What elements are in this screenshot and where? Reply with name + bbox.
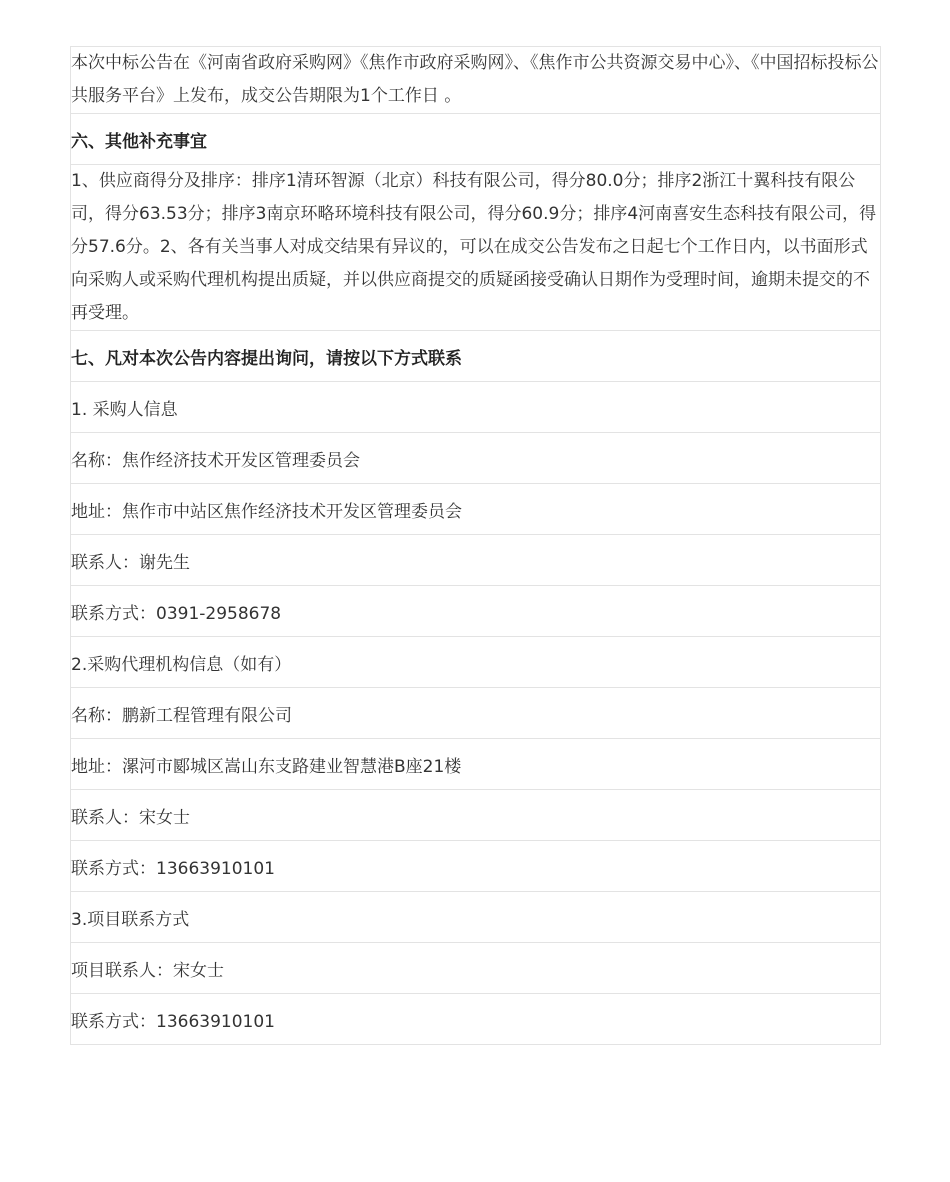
table-row [71, 637, 881, 688]
purchaser-name: 名称：焦作经济技术开发区管理委员会 [71, 433, 881, 484]
publication-notice: 本次中标公告在《河南省政府采购网》《焦作市政府采购网》、《焦作市公共资源交易中心》、《中国招标投标公共服务平台》上发布，成交公告期限为1个工作日 。 [71, 47, 881, 114]
agency-name: 名称：鹏新工程管理有限公司 [71, 688, 881, 739]
table-row [71, 943, 881, 994]
table-row [71, 114, 881, 165]
table-row [71, 739, 881, 790]
project-contact-person: 项目联系人：宋女士 [71, 943, 881, 994]
table-row [71, 790, 881, 841]
table-row [71, 892, 881, 943]
table-row [71, 165, 881, 331]
section-6-heading: 六、其他补充事宜 [71, 114, 881, 165]
agency-address: 地址：漯河市郾城区嵩山东支路建业智慧港B座21楼 [71, 739, 881, 790]
purchaser-phone: 联系方式：0391-2958678 [71, 586, 881, 637]
table-row [71, 484, 881, 535]
table-row [71, 382, 881, 433]
table-row [71, 994, 881, 1045]
agency-phone: 联系方式：13663910101 [71, 841, 881, 892]
section-6-body: 1、供应商得分及排序：排序1清环智源（北京）科技有限公司，得分80.0分；排序2浙江十翼科技有限公司，得分63.53分；排序3南京环略环境科技有限公司，得分60.9分；排序4河南喜安生态科技有限公司，得分57.6分。2、各有关当事人对成交结果有异议的，可以在成交公告发布之日起七个工作日内，以书面形式向采购人或采购代理机构提出质疑，并以供应商提交的质疑函接受确认日期作为受理时间，逾期未提交的不再受理。 [71, 165, 881, 331]
purchaser-info-title: 1. 采购人信息 [71, 382, 881, 433]
table-row [71, 331, 881, 382]
agency-contact: 联系人：宋女士 [71, 790, 881, 841]
table-row [71, 841, 881, 892]
announcement-table [70, 46, 881, 1045]
table-row [71, 586, 881, 637]
section-7-heading: 七、凡对本次公告内容提出询问，请按以下方式联系 [71, 331, 881, 382]
table-row [71, 47, 881, 114]
table-row [71, 535, 881, 586]
table-row [71, 433, 881, 484]
purchaser-contact: 联系人：谢先生 [71, 535, 881, 586]
project-contact-title: 3.项目联系方式 [71, 892, 881, 943]
purchaser-address: 地址：焦作市中站区焦作经济技术开发区管理委员会 [71, 484, 881, 535]
project-contact-phone: 联系方式：13663910101 [71, 994, 881, 1045]
table-row [71, 688, 881, 739]
agency-info-title: 2.采购代理机构信息（如有） [71, 637, 881, 688]
announcement-document [70, 46, 880, 1045]
